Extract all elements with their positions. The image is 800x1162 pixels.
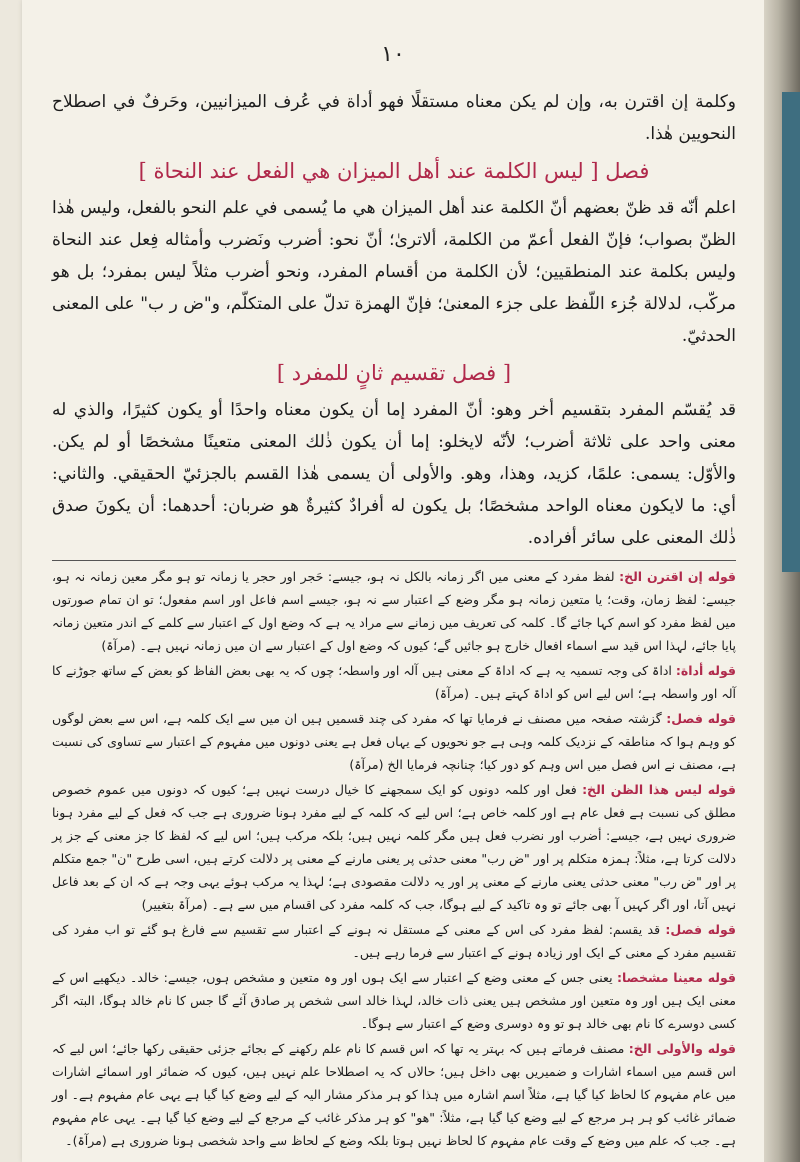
footnote-source: (مرآۃ)۔	[65, 1133, 107, 1148]
footnote	[52, 778, 736, 916]
footnotes	[52, 565, 736, 1152]
footnote-source: (مرآۃ)	[101, 638, 136, 653]
footnote	[52, 707, 736, 776]
footnote-text: لفظ مفرد کے معنی میں اگر زمانہ بالکل نہ ہو، جیسے: حَجر اور حجر یا زمانہ تو ہو مگر معین زمانہ نہ ہو، جیسے: لفظ زمان، وقت؛ یا متعین زمانہ ہو مگر وضع کے اعتبار سے نہ ہو، جیسے اسم فاعل اور اسم مفعول؛ تو ان تمام صورتوں میں لفظ مفرد کو اسم کہا جائے گا۔ کلمہ کی تعریف میں زمانے سے مراد یہ ہے کہ وضع اول کے اعتبار سے کلمے کے اندر متعین زمانہ پایا جائے، لہذا اس قید سے اسماء افعال خارج ہو جائیں گے؛ کیوں کہ وضع اول کے اعتبار سے ان میں زمانہ نہیں ہے۔	[52, 569, 736, 653]
footnote-label: قوله ليس هذا الظن الخ:	[582, 782, 736, 797]
section-heading-2: [ فصل تقسيم ثانٍ للمفرد ]	[276, 361, 512, 385]
footnote-text: گزشتہ صفحہ میں مصنف نے فرمایا تھا کہ مفرد کی چند قسمیں ہیں ان میں سے ایک کلمہ ہے، اس سے بعض لوگوں کو وہم ہوا کہ مناطقہ کے نزدیک کلمہ وہی ہے جو نحویوں کے یہاں فعل ہے یعنی دونوں میں مفہوم کے اعتبار سے تساوی کی نسبت ہے، مصنف نے اس فصل میں اس وہم کو دور کیا؛ چنانچہ فرمایا الخ	[52, 711, 736, 772]
section-heading-1: فصل [ ليس الكلمة عند أهل الميزان هي الفعل عند النحاة ]	[138, 159, 650, 183]
bookmark-tab	[782, 92, 800, 572]
page-content	[52, 86, 736, 1154]
footnote-text: اداۃ کی وجہ تسمیہ یہ ہے کہ اداۃ کے معنی ہیں آلہ اور واسطہ؛ چوں کہ یہ بھی بعض الفاظ کو بعض کے ساتھ جوڑنے کا آلہ اور واسطہ ہے؛ اس لیے اس کو اداۃ کہتے ہیں۔	[52, 663, 736, 701]
intro-text: وكلمة إن اقترن به، وإن لم يكن معناه مستقلًا فهو أداة في عُرف الميزانيين، وحَرفٌ في اصطلاح النحويين هٰذا.	[52, 92, 736, 144]
footnote-label: قوله والأولى الخ:	[628, 1041, 736, 1056]
footnote	[52, 966, 736, 1035]
footnote-text: یعنی جس کے معنی وضع کے اعتبار سے ایک ہوں اور وہ متعین و مشخص ہوں، جیسے: خالد۔ دیکھیے اس کے معنی ایک ہیں اور وہ متعین اور مشخص ہیں یعنی ذات خالد، لہذا خالد اسی شخص پر صادق آئے گا جس کا نام خالد ہوگا، البتہ اگر کسی دوسرے کا نام بھی خالد ہو تو وہ دوسری وضع کے اعتبار سے ہوگا۔	[52, 970, 736, 1031]
footnote-label: قوله أداة:	[675, 663, 736, 678]
footnote-source: (مرآۃ)	[434, 686, 470, 701]
footnote	[52, 918, 736, 964]
footnote-label: قوله معينا مشخصا:	[616, 970, 736, 985]
page-number: ١٠	[381, 42, 405, 67]
footnote-label: قوله فصل:	[666, 711, 736, 726]
footnote-source: (مرآۃ بتغییر)	[141, 897, 208, 912]
footnote	[52, 659, 736, 705]
footnote-divider	[52, 560, 736, 561]
footnote-label: قوله فصل:	[665, 922, 736, 937]
section-paragraph-2: قد يُقسّم المفرد بتقسيم أخر وهو: أنّ المفرد إما أن يكون معناه واحدًا أو يكون كثيرًا، والذي له معنى واحد على ثلاثة أضرب؛ لأنّه لايخلو: إما أن يكون ذٰلك المعنى متعينًا مشخصًا أو لم يكن. والأوّل: يسمى: علمًا، كزيد، وهذا، وهو. والأولى أن يسمى هٰذا القسم بالجزئيّ الحقيقي. والثاني: أي: ما لايكون معناه الواحد مشخصًا؛ بل يكون له أفرادٌ كثيرةٌ هو ضربان: أحدهما: أن يكونَ صدق ذٰلك المعنى على سائر أفراده.	[52, 400, 736, 548]
footnote	[52, 565, 736, 657]
footnote-text: قد يقسم: لفظ مفرد کی اس کے معنی کے مستقل نہ ہونے کے اعتبار سے تقسیم سے فارغ ہو گئے تو اب مفرد کی تقسیم مفرد کے معنی کے ایک اور زیادہ ہونے کے اعتبار سے فرما رہے ہیں۔	[52, 922, 736, 960]
footnote-text: مصنف فرماتے ہیں کہ بہتر یہ تھا کہ اس قسم کا نام علم رکھنے کے بجائے جزئی حقیقی رکھا جائے؛ اس لیے کہ اس قسم میں اسماء اشارات و ضمیریں بھی داخل ہیں؛ حالاں کہ یہ اصطلاحا علم نہیں ہیں، کیوں کہ ضمائر اور اسمائے اشارات میں عام مفہوم کا لحاظ کیا گیا ہے، مثلاً اسم اشارہ میں ہٰذا کو ہر مذکر مشار الیہ کے لیے وضع کیا گیا ہے یہی عام مفہوم ہے۔ اور ضمائر غائب کو ہر ہر مرجع کے لیے وضع کیا گیا ہے، مثلاً: "ھو" کو ہر مذکر غائب کے مرجع کے لیے وضع کیا گیا ہے۔ یہی عام مفہوم ہے۔ جب کہ علم میں وضع کے وقت عام مفہوم کا لحاظ نہیں ہوتا بلکہ وضع کے لحاظ سے واحد شخصی ہونا ضروری ہے	[52, 1041, 736, 1148]
section-paragraph-1: اعلم أنّه قد ظنّ بعضهم أنّ الكلمة عند أهل الميزان هي ما يُسمى في علم النحو بالفعل، وليس هٰذا الظنّ بصواب؛ فإنّ الفعل أعمّ من الكلمة، ألاترىٰ؛ أنّ نحو: أضرب ونَضرب وأمثاله فِعل عند النحاة وليس بكلمة عند المنطقيين؛ لأن الكلمة من أقسام المفرد، ونحو أضرب مثلاً ليس بمفرد؛ بل هو مركّب، لدلالة جُزء اللّفظ على جزء المعنىٰ؛ فإنّ الهمزة تدلّ على المتكلّم، و"ض ر ب" على المعنى الحدثيّ.	[52, 198, 736, 346]
footnote-source: (مرآۃ)	[349, 757, 384, 772]
footnote	[52, 1037, 736, 1152]
footnote-label: قوله إن اقترن الخ:	[619, 569, 736, 584]
page-sheet	[22, 0, 764, 1162]
footnote-text: فعل اور کلمہ دونوں کو ایک سمجھنے کا خیال درست نہیں ہے؛ کیوں کہ دونوں میں عموم خصوص مطلق کی نسبت ہے فعل عام ہے اور کلمہ خاص ہے؛ اس لیے کہ کلمہ کے لیے مفرد ہونا ضروری ہے جب کہ فعل کے لیے مفرد ہونا ضروری نہیں ہے، جیسے: أضرب اور نضرب فعل ہیں مگر کلمہ نہیں ہیں؛ بلکہ مرکب ہیں؛ اس لیے کہ لفظ کا جز معنی کے جز پر دلالت کرتا ہے، مثلاً: ہمزہ متکلم پر اور "ض رب" معنی حدثی پر یعنی مارنے کے معنی پر دلالت کرتے ہیں، اسی طرح "ن" جمع متکلم پر اور "ض رب" معنی حدثی یعنی مارنے کے معنی پر اور یہ دلالت مقصودی ہے؛ لہذا یہ مرکب ہوئے یہی وجہ ہے کہ ان کے بعد فاعل نہیں آتا، اور اگر کہیں آ بھی جائے تو وہ تاکید کے لیے ہوگا، جب کہ کلمہ مفرد کی اقسام میں سے ہے۔	[52, 782, 736, 912]
